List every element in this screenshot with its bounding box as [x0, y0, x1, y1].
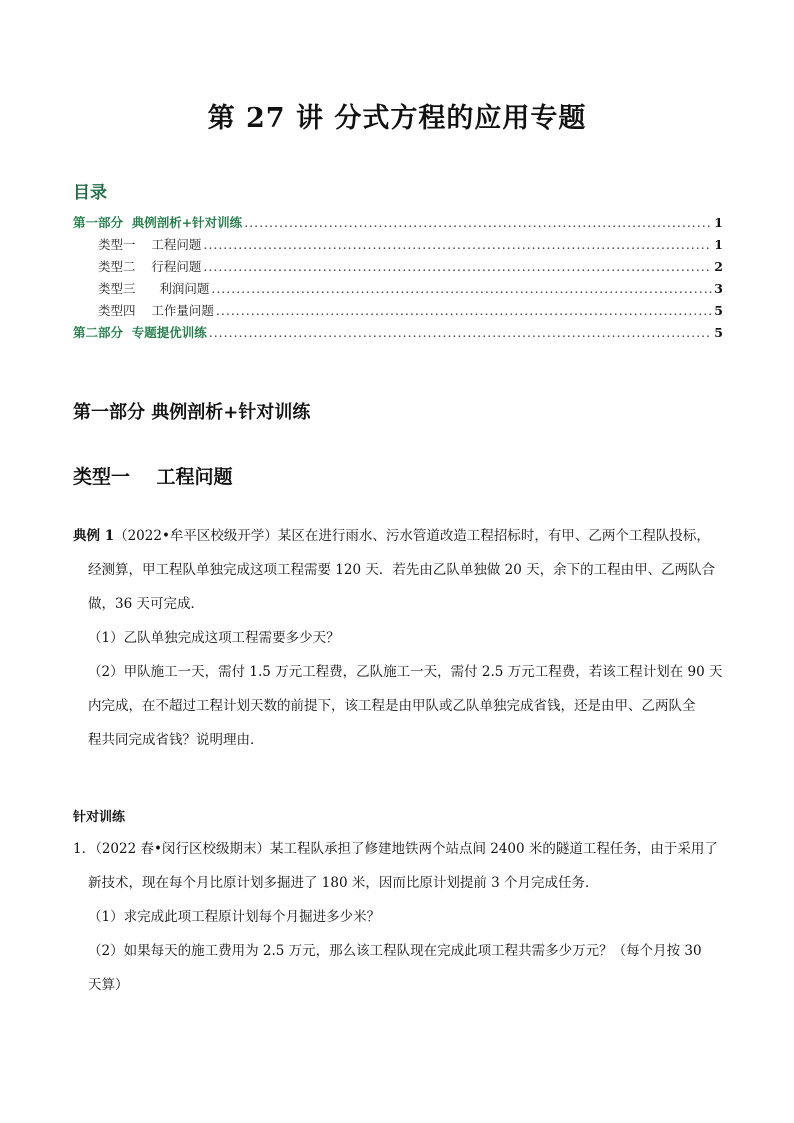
toc-item-type-two[interactable] — [73, 256, 723, 278]
part-one-heading: 第一部分 典例剖析+针对训练 — [73, 402, 311, 423]
toc-item-label: 类型四 工作量问题 — [98, 303, 214, 318]
question-line: 1．（2022 春•闵行区校级期末）某工程队承担了修建地铁两个站点间 2400 米的隧道工程任务，由于采用了 — [73, 841, 718, 857]
question-subquestion: （2）如果每天的施工费用为 2.5 万元，那么该工程队现在完成此项工程共需多少万元？（每个月按 30 — [88, 943, 702, 959]
example-line: 内完成，在不超过工程计划天数的前提下，该工程是由甲队或乙队单独完成省钱，还是由甲、乙两队全 — [88, 698, 696, 714]
toc-item-page: 5 — [714, 325, 723, 340]
toc-leader-dots — [211, 278, 712, 300]
example-subquestion: （1）乙队单独完成这项工程需要多少天？ — [88, 630, 340, 646]
type-one-heading: 类型一 工程问题 — [73, 466, 233, 488]
toc-leader-dots — [216, 300, 712, 322]
example-line — [73, 519, 723, 553]
example-1 — [73, 519, 723, 757]
toc-item-page: 1 — [714, 237, 723, 252]
toc-item-type-three[interactable] — [73, 278, 723, 300]
toc-item-label: 第一部分 典例剖析+针对训练 — [73, 215, 243, 230]
toc-item-page: 5 — [714, 303, 723, 318]
toc-leader-dots — [203, 234, 712, 256]
toc-item-label: 类型二 行程问题 — [98, 259, 202, 274]
toc-leader-dots — [203, 256, 712, 278]
example-line: 做，36 天可完成． — [88, 596, 204, 612]
table-of-contents — [73, 212, 723, 344]
question-1 — [73, 832, 723, 1002]
toc-item-part-two[interactable] — [73, 322, 723, 344]
example-subquestion: （2）甲队施工一天，需付 1.5 万元工程费，乙队施工一天，需付 2.5 万元工程费，若该工程计划在 90 天 — [88, 664, 723, 680]
toc-leader-dots — [244, 212, 712, 234]
question-subquestion: （1）求完成此项工程原计划每个月掘进多少米？ — [88, 909, 381, 925]
toc-heading: 目录 — [73, 183, 107, 203]
toc-item-label: 类型三 利润问题 — [98, 281, 210, 296]
toc-item-page: 2 — [714, 259, 723, 274]
example-line: 程共同完成省钱？说明理由． — [88, 732, 264, 748]
toc-item-page: 3 — [714, 281, 723, 296]
toc-leader-dots — [209, 322, 713, 344]
example-line: 经测算，甲工程队单独完成这项工程需要 120 天．若先由乙队单独做 20 天，余下的工程由甲、乙两队合 — [88, 562, 716, 578]
example-text: （2022•牟平区校级开学）某区在进行雨水、污水管道改造工程招标时，有甲、乙两个工程队投标， — [114, 528, 710, 544]
question-line: 天算） — [88, 977, 129, 993]
question-line: 新技术，现在每个月比原计划多掘进了 180 米，因而比原计划提前 3 个月完成任务． — [88, 875, 599, 891]
practice-heading: 针对训练 — [73, 810, 126, 825]
toc-item-part-one[interactable] — [73, 212, 723, 234]
page-title: 第 27 讲 分式方程的应用专题 — [207, 103, 587, 134]
toc-item-label: 类型一 工程问题 — [98, 237, 202, 252]
toc-item-page: 1 — [714, 215, 723, 230]
toc-item-label: 第二部分 专题提优训练 — [73, 325, 207, 340]
toc-item-type-four[interactable] — [73, 300, 723, 322]
example-label: 典例 1 — [73, 528, 115, 544]
toc-item-type-one[interactable] — [73, 234, 723, 256]
